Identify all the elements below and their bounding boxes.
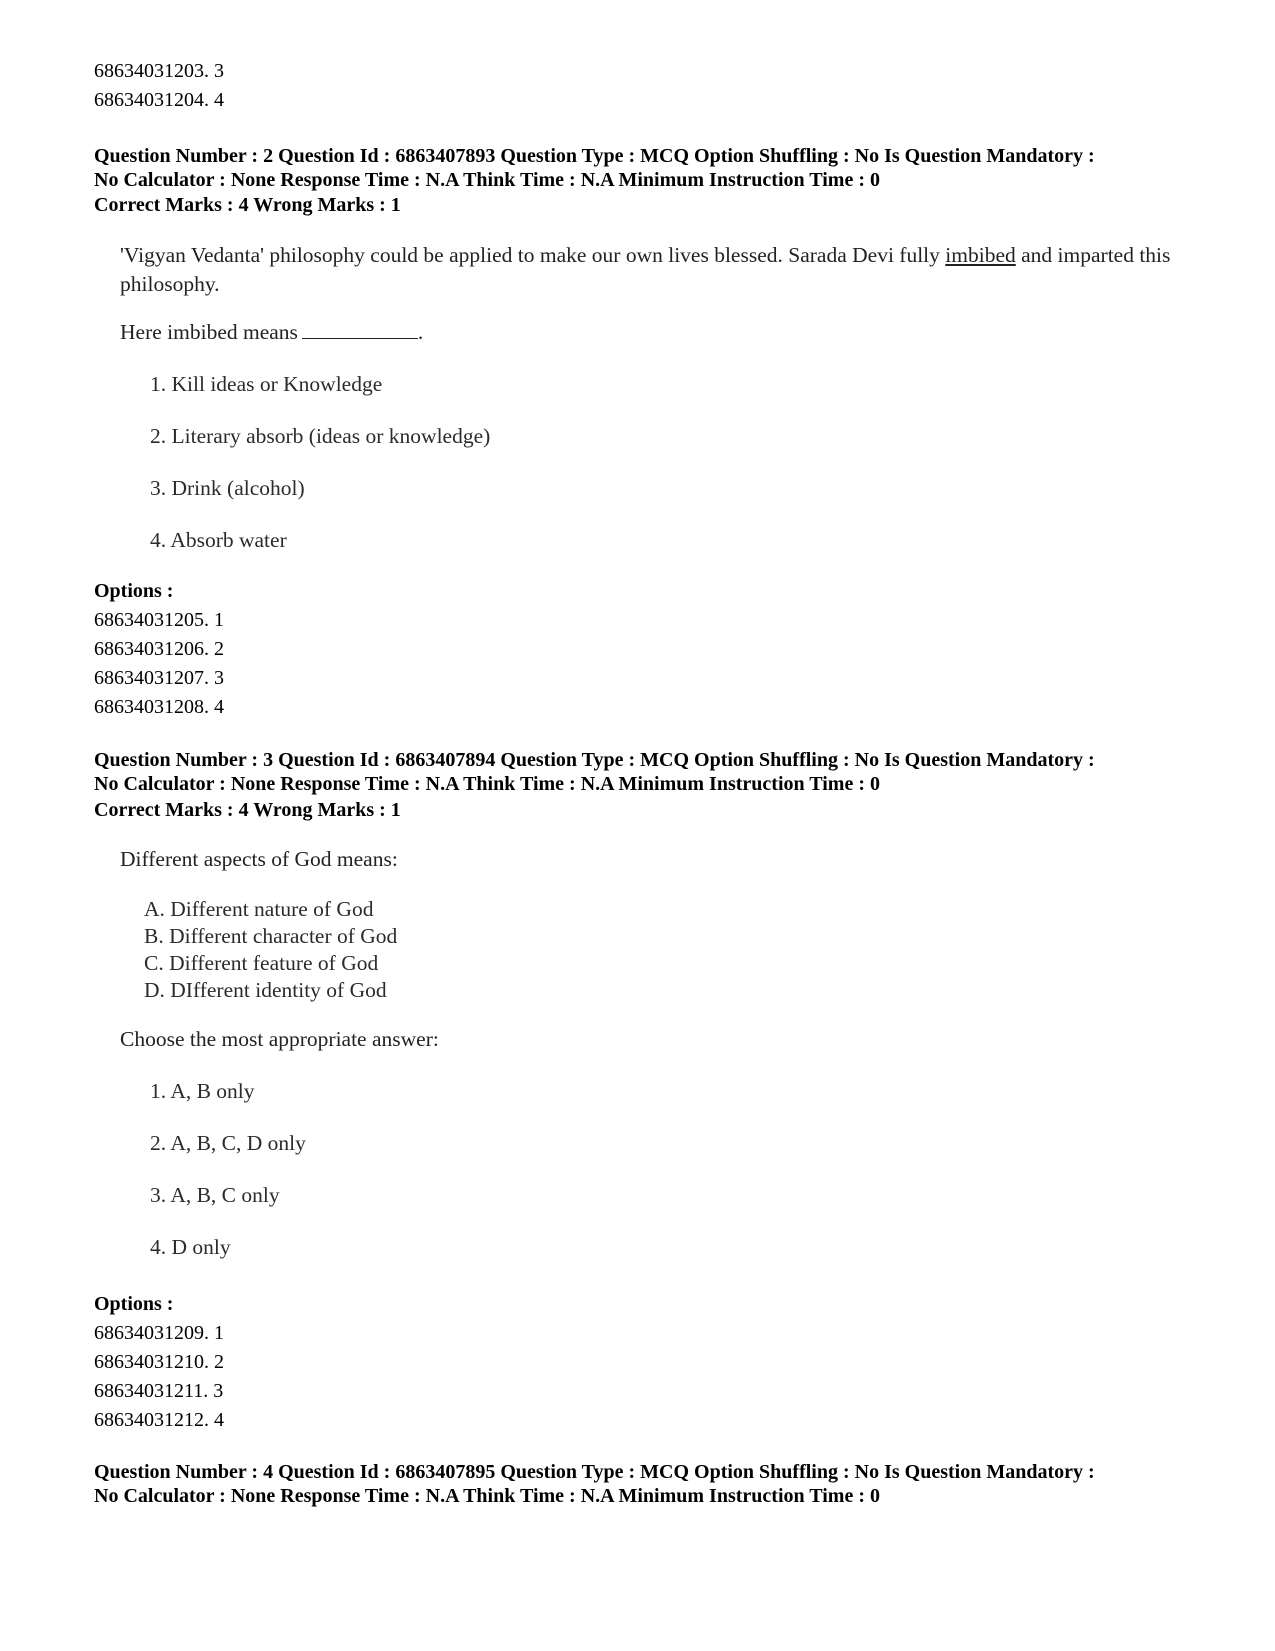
option-line: 68634031210. 2 [94,1351,224,1373]
question-3-marks: Correct Marks : 4 Wrong Marks : 1 [94,799,401,821]
question-2-prompt [120,318,1180,347]
question-2-stem [120,241,1180,299]
question-3-statement: C. Different feature of God [144,951,379,975]
question-2-choice: 1. Kill ideas or Knowledge [150,372,383,396]
option-line: 68634031207. 3 [94,667,224,689]
question-3-prompt: Choose the most appropriate answer: [120,1027,439,1051]
question-3-choice: 4. D only [150,1235,231,1259]
question-2-marks: Correct Marks : 4 Wrong Marks : 1 [94,194,401,216]
option-line: 68634031204. 4 [94,89,224,111]
question-3-header [94,748,1204,796]
question-meta-line: No Calculator : None Response Time : N.A Think Time : N.A Minimum Instruction Time : 0 [94,1485,880,1507]
question-3-statement: D. DIfferent identity of God [144,978,387,1002]
stem-text: 'Vigyan Vedanta' philosophy could be applied to make our own lives blessed. Sarada Devi fully [120,243,946,267]
stem-underlined-word: imbibed [945,243,1016,267]
question-3-choice: 2. A, B, C, D only [150,1131,306,1155]
option-line: 68634031212. 4 [94,1409,224,1431]
fill-blank [302,320,418,339]
prompt-end: . [417,320,424,344]
question-2-options [94,577,1204,722]
question-meta-line: No Calculator : None Response Time : N.A Think Time : N.A Minimum Instruction Time : 0 [94,169,880,191]
question-meta-line: Question Number : 2 Question Id : 6863407893 Question Type : MCQ Option Shuffling : No Is Question Mandatory : [94,145,1095,167]
question-3-choice: 1. A, B only [150,1079,255,1103]
question-3-stem: Different aspects of God means: [120,847,398,871]
question-2-header [94,144,1204,192]
option-line: 68634031208. 4 [94,696,224,718]
question-meta-line: Question Number : 4 Question Id : 6863407895 Question Type : MCQ Option Shuffling : No Is Question Mandatory : [94,1461,1095,1483]
previous-question-options [94,57,1204,115]
question-3-choice: 3. A, B, C only [150,1183,280,1207]
question-3-statement: A. Different nature of God [144,897,374,921]
stem-text: and imparted this philosophy. [120,243,1171,296]
question-4-header [94,1460,1204,1508]
question-3-options [94,1290,1204,1435]
option-line: 68634031205. 1 [94,609,224,631]
option-line: 68634031203. 3 [94,60,224,82]
prompt-text: Here imbibed means [120,320,298,344]
question-2-choice: 4. Absorb water [150,528,287,552]
question-2-choice: 3. Drink (alcohol) [150,476,305,500]
options-label: Options : [94,580,174,602]
question-meta-line: Question Number : 3 Question Id : 6863407894 Question Type : MCQ Option Shuffling : No Is Question Mandatory : [94,749,1095,771]
option-line: 68634031206. 2 [94,638,224,660]
option-line: 68634031211. 3 [94,1380,224,1402]
question-3-statement: B. Different character of God [144,924,398,948]
question-2-choice: 2. Literary absorb (ideas or knowledge) [150,424,491,448]
options-label: Options : [94,1293,174,1315]
question-meta-line: No Calculator : None Response Time : N.A Think Time : N.A Minimum Instruction Time : 0 [94,773,880,795]
option-line: 68634031209. 1 [94,1322,224,1344]
